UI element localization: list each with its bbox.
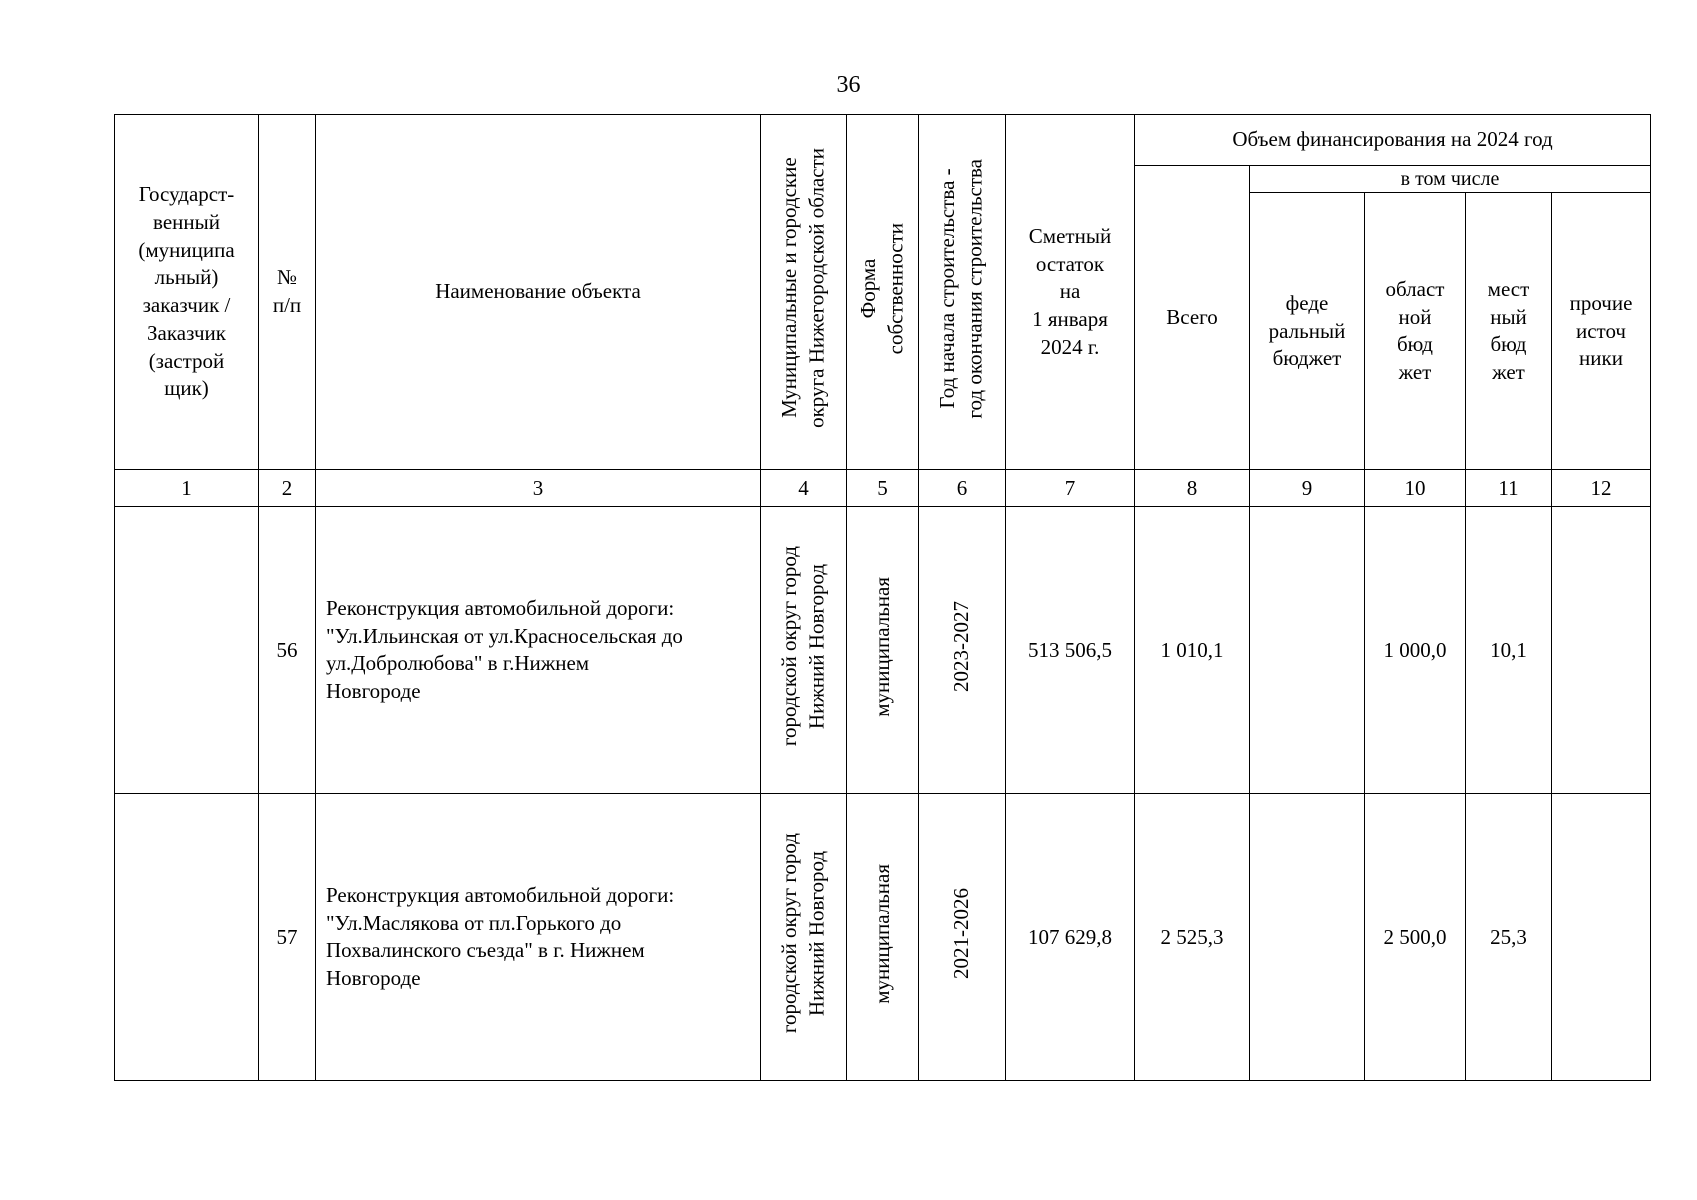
- header-years: Год начала строительства - год окончания строительства: [919, 115, 1006, 470]
- column-number: 5: [847, 470, 919, 507]
- cell-years: 2021-2026: [919, 794, 1006, 1081]
- cell-other-sources: [1552, 507, 1651, 794]
- cell-municipality: городской округ город Нижний Новгород: [761, 794, 847, 1081]
- cell-ownership: муниципальная: [847, 507, 919, 794]
- header-other-sources: прочие источ ники: [1552, 193, 1651, 470]
- cell-regional-budget: 2 500,0: [1365, 794, 1466, 1081]
- header-including: в том числе: [1250, 166, 1651, 193]
- cell-customer: [115, 794, 259, 1081]
- column-number: 9: [1250, 470, 1365, 507]
- cell-ownership: муниципальная: [847, 794, 919, 1081]
- cell-regional-budget: 1 000,0: [1365, 507, 1466, 794]
- cell-customer: [115, 507, 259, 794]
- cell-object-name: Реконструкция автомобильной дороги: "Ул.Маслякова от пл.Горького до Похвалинского съезда" в г. Нижнем Новгороде: [316, 794, 761, 1081]
- column-number: 2: [259, 470, 316, 507]
- column-number: 11: [1466, 470, 1552, 507]
- cell-other-sources: [1552, 794, 1651, 1081]
- column-number: 3: [316, 470, 761, 507]
- cell-local-budget: 10,1: [1466, 507, 1552, 794]
- column-number: 8: [1135, 470, 1250, 507]
- column-number: 12: [1552, 470, 1651, 507]
- cell-federal-budget: [1250, 507, 1365, 794]
- header-funding-volume: Объем финансирования на 2024 год: [1135, 115, 1651, 166]
- header-row: [115, 115, 1651, 166]
- header-object-name: Наименование объекта: [316, 115, 761, 470]
- column-number-row: [115, 470, 1651, 507]
- cell-total: 1 010,1: [1135, 507, 1250, 794]
- column-number: 1: [115, 470, 259, 507]
- cell-object-name: Реконструкция автомобильной дороги: "Ул.Ильинская от ул.Красносельская до ул.Добролюбова" в г.Нижнем Новгороде: [316, 507, 761, 794]
- header-regional-budget: област ной бюд жет: [1365, 193, 1466, 470]
- financing-table: [114, 114, 1651, 1081]
- header-local-budget: мест ный бюд жет: [1466, 193, 1552, 470]
- column-number: 6: [919, 470, 1006, 507]
- cell-number: 57: [259, 794, 316, 1081]
- column-number: 10: [1365, 470, 1466, 507]
- cell-estimated-balance: 513 506,5: [1006, 507, 1135, 794]
- header-estimated-balance: Сметный остаток на 1 января 2024 г.: [1006, 115, 1135, 470]
- header-total: Всего: [1135, 166, 1250, 470]
- cell-federal-budget: [1250, 794, 1365, 1081]
- header-number: № п/п: [259, 115, 316, 470]
- header-federal-budget: феде ральный бюджет: [1250, 193, 1365, 470]
- column-number: 7: [1006, 470, 1135, 507]
- table-row: [115, 794, 1651, 1081]
- cell-municipality: городской округ город Нижний Новгород: [761, 507, 847, 794]
- column-number: 4: [761, 470, 847, 507]
- header-municipality: Муниципальные и городские округа Нижегородской области: [761, 115, 847, 470]
- page-number: 36: [836, 72, 861, 98]
- cell-estimated-balance: 107 629,8: [1006, 794, 1135, 1081]
- header-ownership: Форма собственности: [847, 115, 919, 470]
- table-row: [115, 507, 1651, 794]
- cell-number: 56: [259, 507, 316, 794]
- cell-local-budget: 25,3: [1466, 794, 1552, 1081]
- cell-years: 2023-2027: [919, 507, 1006, 794]
- cell-total: 2 525,3: [1135, 794, 1250, 1081]
- header-customer: Государст- венный (муниципа льный) заказчик / Заказчик (застрой щик): [115, 115, 259, 470]
